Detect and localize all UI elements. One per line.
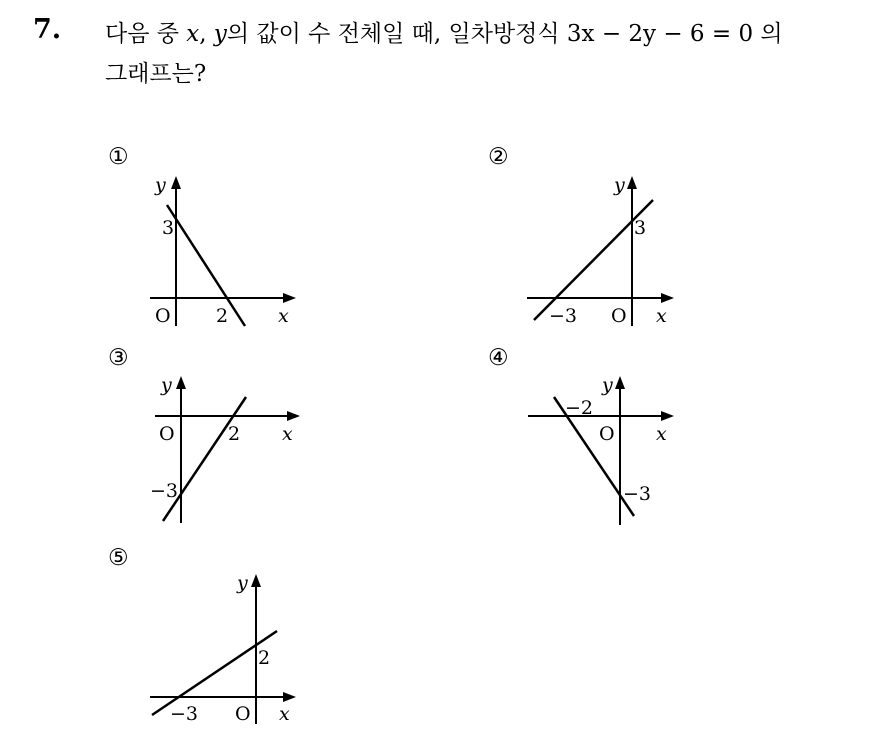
choice-4-label[interactable]: ④ [488,345,509,371]
y-intercept-label: −3 [623,483,652,505]
origin-label: O [611,305,627,327]
y-axis-label: y [161,374,172,396]
question-text-post: 의 값이 수 전체일 때, 일차방정식 [226,21,567,47]
y-axis-label: y [155,174,166,196]
x-axis-label: x [279,703,290,725]
y-axis-label: y [602,374,613,396]
question-text-pre: 다음 중 [105,21,187,47]
var-y: y [213,21,227,47]
choice-5-label[interactable]: ⑤ [108,545,129,571]
equation: 3x − 2y − 6 = 0 [566,21,754,47]
choice-3-label[interactable]: ③ [108,345,129,371]
x-axis-label: x [656,423,667,445]
x-intercept-label: −2 [565,397,594,419]
origin-label: O [159,423,175,445]
question-number: 7. [33,14,62,45]
origin-label: O [155,305,171,327]
comma: , [199,21,214,47]
x-axis-label: x [656,305,667,327]
question-text-line2: 그래프는? [105,61,207,87]
y-axis-label: y [614,174,625,196]
origin-label: O [235,703,251,725]
y-intercept-label: 3 [162,217,175,239]
x-intercept-label: −3 [170,703,199,725]
x-axis-label: x [282,423,293,445]
choice-2-label[interactable]: ② [488,144,509,170]
choice-1-label[interactable]: ① [108,144,129,170]
origin-label: O [599,423,615,445]
question-text-end: 의 [753,21,783,47]
y-intercept-label: −3 [150,480,179,502]
y-axis-label: y [237,572,248,594]
x-intercept-label: −3 [549,305,578,327]
x-axis-label: x [278,305,289,327]
x-intercept-label: 2 [216,305,229,327]
y-intercept-label: 3 [634,217,647,239]
x-axis-arrow [283,692,296,702]
var-x: x [186,21,200,47]
y-intercept-label: 2 [258,647,271,669]
x-intercept-label: 2 [228,423,241,445]
y-axis-arrow [251,574,261,587]
